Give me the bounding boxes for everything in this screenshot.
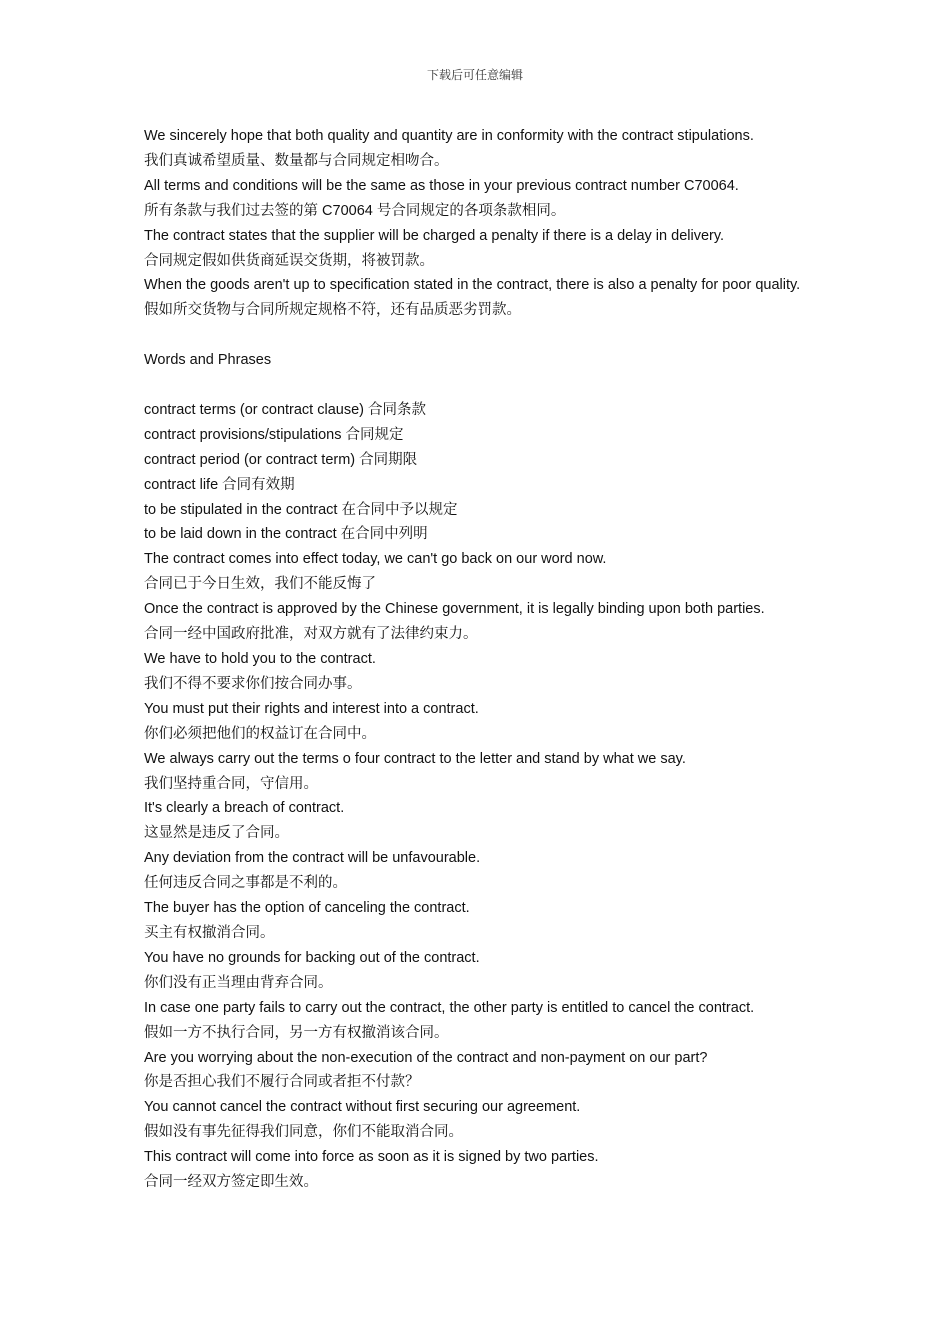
sentence-zh: 假如没有事先征得我们同意，你们不能取消合同。 [144, 1124, 463, 1141]
sentence-en: We always carry out the terms o four contract to the letter and stand by what we say. [144, 750, 686, 767]
sentence-en: We sincerely hope that both quality and quantity are in conformity with the contract stipulations. [144, 128, 754, 144]
phrase-item: to be laid down in the contract 在合同中列明 [144, 526, 428, 543]
sentence-en: All terms and conditions will be the same as those in your previous contract number C70064. [144, 177, 739, 194]
phrase-item: contract terms (or contract clause) 合同条款 [144, 401, 427, 418]
sentence-en: The contract states that the supplier will be charged a penalty if there is a delay in delivery. [144, 227, 725, 244]
sentence-en: Any deviation from the contract will be unfavourable. [144, 850, 481, 867]
sentence-zh: 假如一方不执行合同，另一方有权撤消该合同。 [144, 1024, 449, 1041]
phrase-item: to be stipulated in the contract 在合同中予以规定 [144, 501, 458, 518]
sentence-zh: 你是否担心我们不履行合同或者拒不付款？ [144, 1074, 420, 1091]
sentence-zh: 你们必须把他们的权益订在合同中。 [144, 725, 376, 742]
sentence-zh: 买主有权撤消合同。 [144, 924, 275, 941]
sentence-en: We have to hold you to the contract. [144, 651, 376, 667]
sentence-en: In case one party fails to carry out the contract, the other party is entitled to cancel the contract. [144, 999, 755, 1016]
sentence-en: Once the contract is approved by the Chinese government, it is legally binding upon both parties. [144, 601, 765, 618]
sentence-zh: 我们真诚希望质量、数量都与合同规定相吻合。 [144, 152, 449, 169]
page-header: 下载后可任意编辑 [426, 68, 523, 82]
phrase-item: contract period (or contract term) 合同期限 [144, 451, 418, 468]
sentence-zh: 这显然是违反了合同。 [144, 825, 289, 842]
sentence-en: When the goods aren't up to specification stated in the contract, there is also a penalty for poor quality. [144, 277, 801, 294]
sentence-en: You cannot cancel the contract without first securing our agreement. [144, 1099, 581, 1116]
sentence-en: Are you worrying about the non-execution of the contract and non-payment on our part? [144, 1049, 708, 1066]
document-body [144, 124, 806, 1195]
sentence-zh: 合同规定假如供货商延误交货期，将被罚款。 [144, 252, 434, 269]
phrase-item: contract provisions/stipulations 合同规定 [144, 426, 404, 443]
sentence-en: The contract comes into effect today, we can't go back on our word now. [144, 551, 607, 568]
sentence-zh: 合同已于今日生效，我们不能反悔了 [144, 576, 376, 593]
phrase-item: contract life 合同有效期 [144, 476, 295, 493]
sentence-zh: 我们不得不要求你们按合同办事。 [144, 675, 362, 692]
sentence-en: The buyer has the option of canceling the contract. [144, 900, 470, 917]
blank-line [144, 373, 806, 398]
section-heading: Words and Phrases [144, 352, 272, 369]
blank-line [144, 323, 806, 348]
sentence-zh: 任何违反合同之事都是不利的。 [144, 875, 347, 892]
sentence-zh: 我们坚持重合同，守信用。 [144, 775, 318, 792]
sentence-en: This contract will come into force as soon as it is signed by two parties. [144, 1149, 599, 1166]
sentence-zh: 合同一经中国政府批准，对双方就有了法律约束力。 [144, 626, 478, 643]
sentence-zh: 你们没有正当理由背弃合同。 [144, 974, 333, 991]
sentence-zh: 合同一经双方签定即生效。 [144, 1174, 318, 1191]
sentence-en: You have no grounds for backing out of the contract. [144, 949, 480, 966]
sentence-en: You must put their rights and interest into a contract. [144, 700, 479, 717]
sentence-en: It's clearly a breach of contract. [144, 800, 345, 817]
sentence-zh: 所有条款与我们过去签的第 C70064 号合同规定的各项条款相同。 [144, 202, 566, 219]
sentence-zh: 假如所交货物与合同所规定规格不符，还有品质恶劣罚款。 [144, 302, 521, 319]
